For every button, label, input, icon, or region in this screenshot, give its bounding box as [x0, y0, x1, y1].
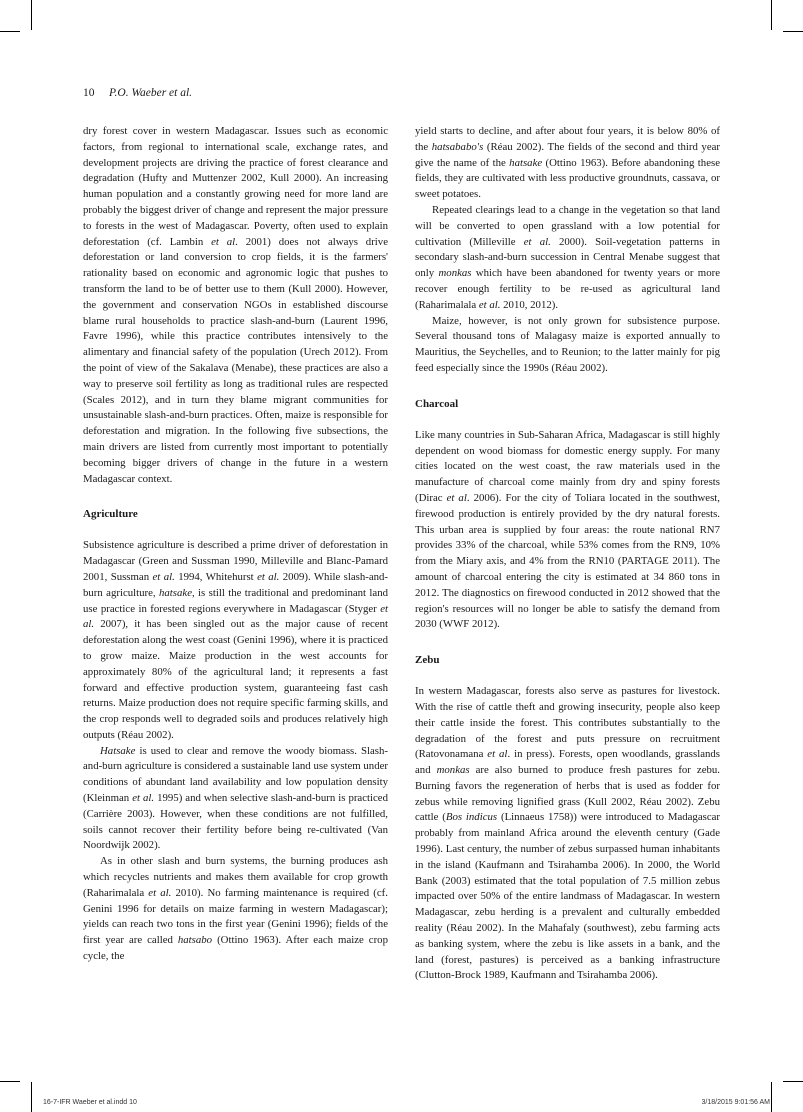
crop-mark — [31, 0, 32, 30]
paragraph: Like many countries in Sub-Saharan Africa, Madagascar is still highly dependent on wood biomass for domestic energy supply. For many cities located on the west coast, the raw materials used in the manufacture of charcoal come mainly from dry and spiny forests (Dirac et al. 2006). For the city of Toliara located in the southwest, firewood production is entirely provided by the dry natural forests. This urban area is supplied by four areas: the route national RN7 provides 33% of the charcoal, while 53% comes from the RN9, 10% from the Miary axis, and 4% from the RN10 (PARTAGE 2011). The amount of charcoal entering the city is estimated at 34 860 tons in 2012. The diagnostics on firewood conducted in 2012 showed that the region's resources will no longer be able to satisfy the demand from 2030 (WWF 2012). — [415, 428, 721, 631]
crop-mark — [783, 1081, 803, 1082]
paragraph: Subsistence agriculture is described a prime driver of deforestation in Madagascar (Green and Sussman 1990, Milleville and Blanc-Pamard 2001, Sussman et al. 1994, Whitehurst et al. 2009). While slash-and-burn agriculture, hatsake, is still the traditional and predominant land use practice in forested regions everywhere in Madagascar (Styger et al. 2007), it has been singled out as the major cause of recent deforestation along the west coast (Genini 1996), where it is practiced to grow maize. Maize production in the west accounts for approximately 80% of the agricultural land; it represents a fast forward and effective production system, guaranteeing fast cash returns. Maize production does not require specific farming skills, and the crop responds well to degraded soils and produces relatively high outputs (Réau 2002). — [83, 539, 389, 741]
paragraph: As in other slash and burn systems, the burning produces ash which recycles nutrients and makes them available for crop growth (Raharimalala et al. 2010). No farming maintenance is required (cf. Genini 1996 for details on maize farming in western Madagascar); yields can reach two tons in the first year (Genini 1996); fields of the first year are called hatsabo (Ottino 1963). After each maize crop cycle, the — [83, 855, 388, 963]
crop-mark — [783, 31, 803, 32]
paragraph: Repeated clearings lead to a change in the vegetation so that land will be converted to open grassland with a low potential for cultivation (Milleville et al. 2000). Soil-vegetation patterns in secondary slash-and-burn succession in Central Menabe suggest that only monkas which have been abandoned for twenty years or more recover enough fertility to be re-used as agricultural land (Raharimalala et al. 2010, 2012). — [415, 203, 720, 311]
paragraph: In western Madagascar, forests also serve as pastures for livestock. With the rise of cattle theft and growing insecurity, people also keep their cattle inside the forest. This contributes substantially to the degradation of the forest and puts pressure on recruitment (Ratovonamana et al. in press). Forests, open woodlands, grasslands and monkas are also burned to produce fresh pastures for zebu. Burning favors the regeneration of herbs that is used as fodder for zebus while removing lignified grass (Kull 2002, Réau 2002). Zebu cattle (Bos indicus (Linnaeus 1758)) were introduced to Madagascar probably from mainland Africa around the eleventh century (Gade 1996). Last century, the number of zebus surpassed human inhabitants in the island (Kaufmann and Tsirahamba 2006). In 2000, the World Bank (2003) estimated that the total population of 7.5 million zebus impacted over 50% of the entire landmass of Madagascar. In western Madagascar, zebu herding is a prevalent and culturally embedded reality (Réau 2002). In the Mahafaly (southwest), zebu farming acts as banking system, where the zebu is like assets in a bank, and the land (forest, pastures) is perceived as a banking infrastructure (Clutton-Brock 1989, Kaufmann and Tsirahamba 2006). — [415, 685, 720, 982]
running-authors: P.O. Waeber et al. — [109, 87, 193, 99]
paragraph: yield starts to decline, and after about four years, it is below 80% of the hatsababo's (Réau 2002). The fields of the second and third year give the name of the hatsake (Ottino 1963). Before abandoning these fields, they are cultivated with less productive groundnuts, cassava, or sweet potatoes. — [415, 125, 720, 201]
section-heading-agriculture: Agriculture — [83, 508, 138, 521]
crop-mark — [0, 31, 20, 32]
paragraph: Maize, however, is not only grown for subsistence purpose. Several thousand tons of Malagasy maize is exported annually to Mauritius, the Seychelles, and to Reunion; to the latter mainly for pig feed especially since the 1990s (Réau 2002). — [415, 314, 720, 374]
crop-mark — [771, 0, 772, 30]
footer-timestamp: 3/18/2015 9:01:56 AM — [701, 1099, 770, 1106]
right-column — [415, 124, 720, 984]
paragraph: Hatsake is used to clear and remove the woody biomass. Slash-and-burn agriculture is considered a sustainable land use system under conditions of abundant land availability and low population density (Kleinman et al. 1995) and when selective slash-and-burn is practiced (Carrière 2003). However, when these conditions are not fulfilled, soils cannot recover their fertility before being re-cultivated (Van Noordwijk 2002). — [83, 744, 388, 852]
paragraph: dry forest cover in western Madagascar. Issues such as economic factors, from regional to international scale, exchange rates, and development projects are driving the practice of forest clearance and degradation (Hufty and Muttenzer 2002, Kull 2000). An increasing human population and a constantly growing need for more land are probably the biggest driver of change and represent the major pressure to forests in the west of Madagascar. Poverty, often used to explain deforestation (cf. Lambin et al. 2001) does not always drive deforestation or land conversion to crop fields, it is the farmers' rationality based on economic and agronomic logic that pushes to transform the land to be of better use to them (Kull 2000). However, the government and conservation NGOs in established discourse blame rural households to practice slash-and-burn (Laurent 1996, Favre 1996), while this practice contributes intensively to the alimentary and financial safety of the population (Urech 2012). From the point of view of the Sakalava (Menabe), these practices are also a way to preserve soil fertility as long as traditional rules are respected (Scales 2012), and in turn they blame migrant communities for unsustainable slash-and-burn practices. Often, maize is responsible for deforestation and migration. In the following five subsections, the main drivers are listed from currently most important to potentially becoming bigger drivers of change in the future in a western Madagascar context. — [83, 125, 388, 485]
running-header — [83, 86, 192, 100]
crop-mark — [0, 1081, 20, 1082]
footer-file-info: 16-7-IFR Waeber et al.indd 10 — [43, 1099, 137, 1106]
crop-mark — [31, 1082, 32, 1112]
crop-mark — [771, 1082, 772, 1112]
section-heading-charcoal: Charcoal — [415, 397, 459, 410]
page-number: 10 — [83, 87, 95, 99]
section-heading-zebu: Zebu — [415, 654, 440, 667]
left-column — [83, 124, 388, 965]
